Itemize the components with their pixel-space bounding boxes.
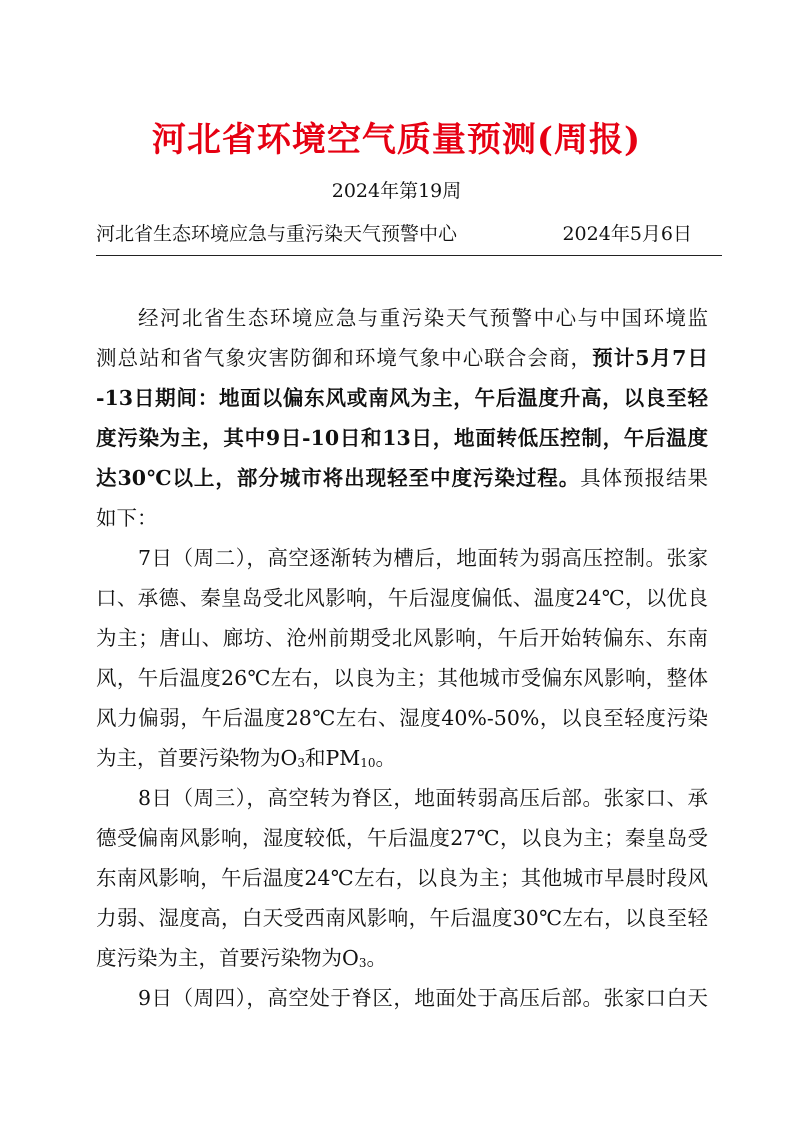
text-line [96,698,708,738]
text: 具体预报结果 [580,466,709,490]
text: 为主；唐山、廊坊、沧州前期受北风影响，午后开始转偏东、东南 [96,626,708,650]
text: 如下： [96,506,158,530]
text: 。 [366,946,387,970]
text-line [96,898,708,938]
text: 力弱、湿度高，白天受西南风影响，午后温度30℃左右，以良至轻 [96,906,708,930]
bold-text: -13日期间：地面以偏东风或南风为主，午后温度升高，以良至轻 [96,386,708,410]
text: 和PM [304,746,361,770]
text: 口、承德、秦皇岛受北风影响，午后湿度偏低、温度24℃，以优良 [96,586,708,610]
report-body [96,298,708,1018]
report-title: 河北省环境空气质量预测(周报) [151,120,642,160]
text-line [96,298,708,338]
text-line [96,498,708,538]
text-line [96,338,708,378]
text-line [96,938,708,978]
text-line [96,618,708,658]
text: 风力偏弱，午后温度28℃左右、湿度40%-50%，以良至轻度污染 [96,706,708,730]
report-week: 2024年第19周 [331,180,462,202]
text-line [96,578,708,618]
subscript: 3 [358,956,367,970]
text-line [96,538,708,578]
paragraph [96,978,708,1018]
text: 东南风影响，午后温度24℃左右，以良为主；其他城市早晨时段风 [96,866,708,890]
text: 为主，首要污染物为O [96,746,298,770]
text: 风，午后温度26℃左右，以良为主；其他城市受偏东风影响，整体 [96,666,708,690]
text: 测总站和省气象灾害防御和环境气象中心联合会商， [96,346,593,370]
text: 德受偏南风影响，湿度较低，午后温度27℃，以良为主；秦皇岛受 [96,826,708,850]
text: 经河北省生态环境应急与重污染天气预警中心与中国环境监 [138,306,708,330]
text: 7日（周二），高空逐渐转为槽后，地面转为弱高压控制。张家 [138,546,708,570]
text: 9日（周四），高空处于脊区，地面处于高压后部。张家口白天 [138,986,708,1010]
issue-date: 2024年5月6日 [562,223,692,245]
subscript: 3 [297,756,305,770]
text-line [96,778,708,818]
paragraph [96,298,708,538]
text-line [96,738,708,778]
text-line [96,458,708,498]
paragraph [96,538,708,778]
subscript: 10 [360,756,376,770]
text: 。 [375,746,397,770]
bold-text: 预计5月7日 [592,346,709,370]
text-line [96,658,708,698]
header-divider [96,255,722,256]
text-line [96,858,708,898]
paragraph [96,778,708,978]
text-line [96,978,708,1018]
bold-text: 达30℃以上，部分城市将出现轻至中度污染过程。 [96,466,581,490]
text-line [96,418,708,458]
text: 8日（周三），高空转为脊区，地面转弱高压后部。张家口、承 [138,786,708,810]
text: 度污染为主，首要污染物为O [96,946,359,970]
text-line [96,378,708,418]
text-line [96,818,708,858]
bold-text: 度污染为主，其中9日-10日和13日，地面转低压控制，午后温度 [96,426,708,450]
issuing-organization: 河北省生态环境应急与重污染天气预警中心 [96,223,458,245]
